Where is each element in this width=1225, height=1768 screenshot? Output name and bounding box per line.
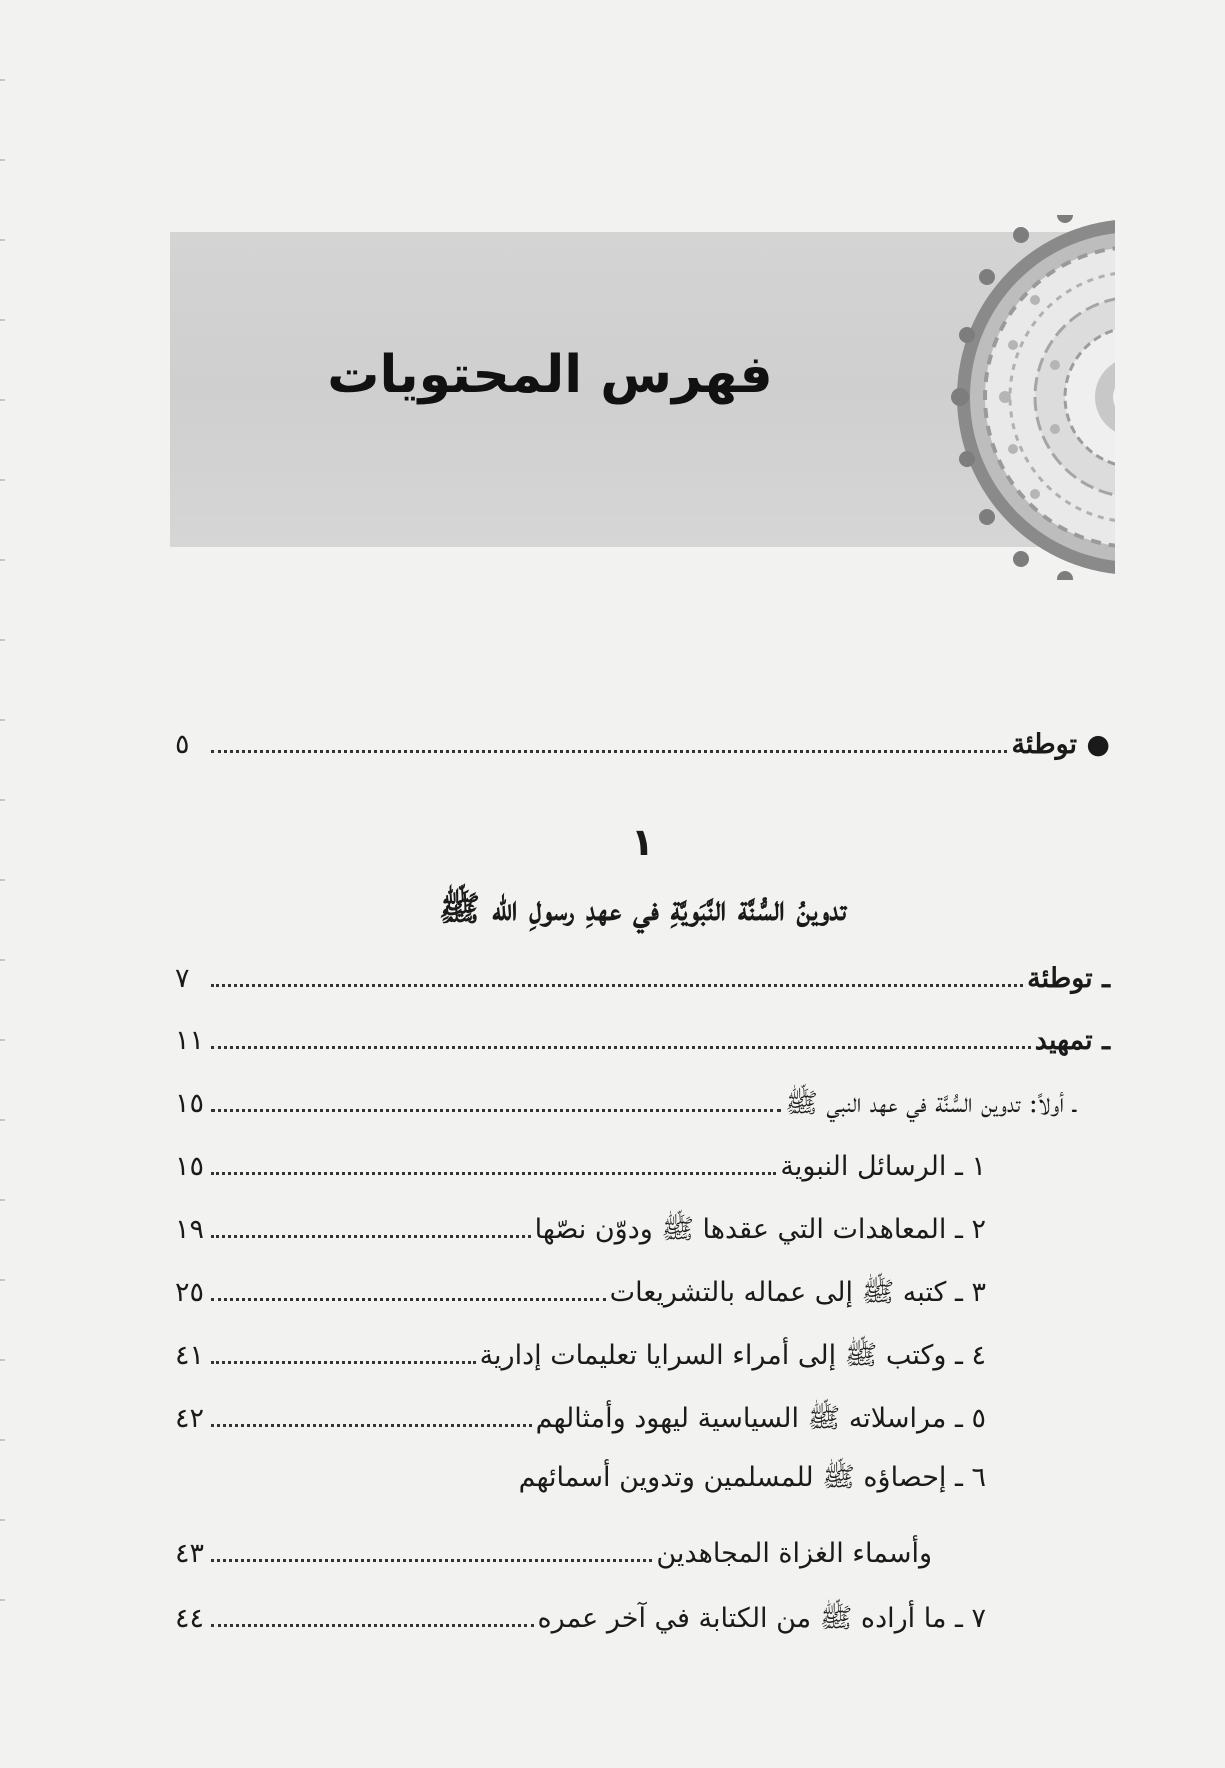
toc-label: ٢ ـ المعاهدات التي عقدها ﷺ ودوّن نصّها	[534, 1213, 986, 1245]
toc-page-number: ١٥	[175, 1150, 205, 1182]
leader-dots	[211, 750, 1007, 753]
toc-intro-row[interactable]	[175, 716, 1110, 762]
leader-dots	[211, 1624, 534, 1627]
toc-row[interactable]	[175, 1525, 1110, 1571]
toc-page-number: ١١	[175, 1024, 205, 1056]
toc-label: ـ توطئة	[1027, 962, 1110, 994]
leader-dots	[211, 1559, 652, 1562]
toc-page-number: ٤٤	[175, 1602, 205, 1634]
leader-dots	[211, 1172, 776, 1175]
leader-dots	[211, 984, 1023, 987]
toc-page-number: ٤١	[175, 1339, 205, 1371]
leader-dots	[211, 1109, 781, 1112]
rosette-ornament-icon	[935, 215, 1115, 580]
leader-dots	[211, 1046, 1031, 1049]
leader-dots	[211, 1424, 532, 1427]
toc-label: ٧ ـ ما أراده ﷺ من الكتابة في آخر عمره	[537, 1602, 986, 1634]
toc-row-continued[interactable]	[175, 1460, 1110, 1500]
toc-page-number: ٤٢	[175, 1402, 205, 1434]
toc-row[interactable]	[175, 1264, 1110, 1310]
toc-row[interactable]	[175, 1012, 1110, 1058]
toc-page-number: ٢٥	[175, 1276, 205, 1308]
toc-row[interactable]	[175, 1201, 1110, 1247]
toc-page-number: ٤٣	[175, 1537, 205, 1569]
toc-row[interactable]	[175, 1327, 1110, 1373]
margin-ticks	[0, 0, 10, 1768]
toc-label: وأسماء الغزاة المجاهدين	[656, 1537, 932, 1569]
part-number: ١	[630, 820, 655, 864]
toc-label: توطئة	[1011, 728, 1078, 760]
toc-bullet: ●	[1077, 728, 1110, 760]
toc-label: ٣ ـ كتبه ﷺ إلى عماله بالتشريعات	[609, 1276, 986, 1308]
toc-row[interactable]	[175, 1075, 1110, 1121]
toc-page-number: ٧	[175, 962, 190, 994]
page-title: فهرس المحتويات	[327, 345, 773, 405]
leader-dots	[211, 1235, 531, 1238]
toc-page-number: ٥	[175, 728, 190, 760]
toc-row[interactable]	[175, 950, 1110, 996]
leader-dots	[211, 1361, 476, 1364]
toc-label: ١ ـ الرسائل النبوية	[780, 1150, 986, 1182]
toc-page-number: ١٩	[175, 1213, 205, 1245]
leader-dots	[211, 1298, 606, 1301]
toc-page-number: ١٥	[175, 1087, 205, 1119]
toc-row[interactable]	[175, 1390, 1110, 1436]
toc-label: ـ تمهيد	[1034, 1024, 1110, 1056]
toc-row[interactable]	[175, 1590, 1110, 1636]
toc-label: ـ أولاً: تدوين السُّنَّة في عهد النبي ﷺ	[785, 1087, 1076, 1119]
toc-label: ٦ ـ إحصاؤه ﷺ للمسلمين وتدوين أسمائهم	[518, 1462, 986, 1493]
toc-row[interactable]	[175, 1138, 1110, 1184]
toc-label: ٥ ـ مراسلاته ﷺ السياسية ليهود وأمثالهم	[535, 1402, 986, 1434]
toc-label: ٤ ـ وكتب ﷺ إلى أمراء السرايا تعليمات إدارية	[479, 1339, 986, 1371]
part-title: تدوينُ السُّنَّة النَّبَويَّةِ في عهدِ رسولِ الله ﷺ	[439, 889, 846, 929]
